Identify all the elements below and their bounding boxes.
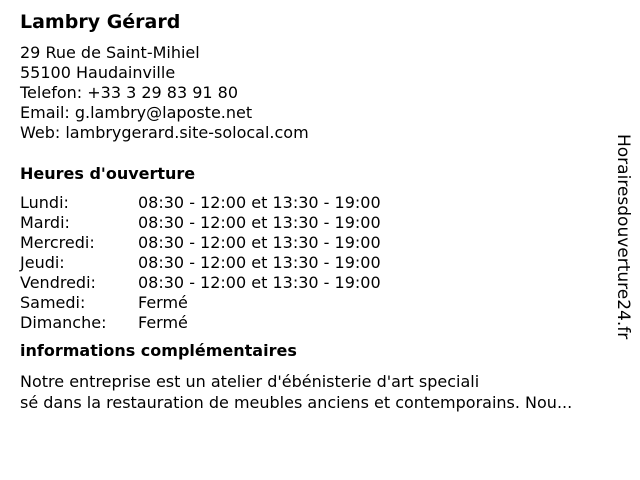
hours-row (20, 193, 610, 213)
hours-day: Mardi: (20, 213, 70, 232)
hours-heading: Heures d'ouverture (20, 164, 196, 183)
description (20, 371, 620, 413)
hours-day: Samedi: (20, 293, 86, 312)
description-line: sé dans la restauration de meubles anciens et contemporains. Nou... (20, 393, 573, 412)
hours-value: 08:30 - 12:00 et 13:30 - 19:00 (138, 233, 381, 252)
hours-row (20, 233, 610, 253)
address-city: 55100 Haudainville (20, 63, 176, 82)
description-line: Notre entreprise est un atelier d'ébénisterie d'art speciali (20, 372, 480, 391)
site-watermark: Horairesdouverture24.fr (613, 134, 633, 340)
hours-row (20, 253, 610, 273)
hours-day: Lundi: (20, 193, 69, 212)
hours-value: 08:30 - 12:00 et 13:30 - 19:00 (138, 213, 381, 232)
email-line: Email: g.lambry@laposte.net (20, 103, 253, 122)
phone-line: Telefon: +33 3 29 83 91 80 (20, 83, 239, 102)
business-name: Lambry Gérard (20, 11, 181, 33)
info-heading: informations complémentaires (20, 341, 297, 360)
hours-value: Fermé (138, 293, 188, 312)
contact-block (20, 43, 610, 143)
hours-value: 08:30 - 12:00 et 13:30 - 19:00 (138, 273, 381, 292)
hours-day: Jeudi: (20, 253, 65, 272)
hours-value: 08:30 - 12:00 et 13:30 - 19:00 (138, 253, 381, 272)
hours-day: Mercredi: (20, 233, 95, 252)
hours-value: Fermé (138, 313, 188, 332)
hours-day: Dimanche: (20, 313, 107, 332)
hours-row (20, 213, 610, 233)
hours-row (20, 293, 610, 313)
hours-row (20, 313, 610, 333)
hours-table (20, 193, 610, 333)
business-card (20, 9, 610, 413)
hours-row (20, 273, 610, 293)
web-line: Web: lambrygerard.site-solocal.com (20, 123, 309, 142)
hours-value: 08:30 - 12:00 et 13:30 - 19:00 (138, 193, 381, 212)
hours-day: Vendredi: (20, 273, 96, 292)
address-street: 29 Rue de Saint-Mihiel (20, 43, 200, 62)
